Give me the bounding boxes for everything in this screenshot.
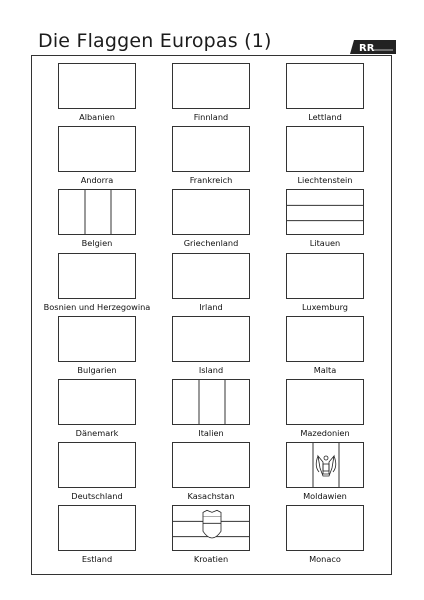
- flag-cell: [42, 63, 152, 123]
- flag-drawing: [173, 64, 250, 109]
- flag-drawing: [173, 127, 250, 172]
- country-label: Irland: [199, 301, 223, 312]
- flag-outline: [58, 442, 136, 488]
- country-label: Italien: [198, 428, 224, 438]
- flag-cell: [42, 253, 152, 313]
- flag-outline: [58, 126, 136, 172]
- country-label: Kroatien: [193, 554, 229, 565]
- flag-drawing: [59, 506, 136, 551]
- flag-outline: [286, 189, 364, 235]
- flag-cell: [156, 505, 266, 565]
- flag-outline: [286, 316, 364, 362]
- flag-drawing: [173, 190, 250, 235]
- flag-outline: [172, 316, 250, 362]
- flag-drawing: [287, 190, 364, 235]
- flag-outline: [58, 316, 136, 362]
- flag-drawing: [173, 506, 250, 551]
- flag-drawing: [287, 317, 364, 362]
- country-label: Kasachstan: [187, 491, 235, 502]
- flag-outline: [286, 253, 364, 299]
- country-label: Luxemburg: [301, 301, 349, 312]
- flag-outline: [58, 505, 136, 551]
- flag-outline: [286, 505, 364, 551]
- flag-outline: [172, 379, 250, 425]
- country-label: Liechtenstein: [297, 175, 353, 186]
- flag-outline: [172, 253, 250, 299]
- flag-drawing: [59, 317, 136, 362]
- country-label: Andorra: [80, 175, 114, 186]
- flag-cell: [42, 442, 152, 502]
- flag-cell: [156, 379, 266, 439]
- country-label: Albanien: [79, 112, 115, 122]
- flag-drawing: [59, 443, 136, 488]
- logo-text: RR: [359, 43, 375, 54]
- flag-drawing: [173, 443, 250, 488]
- flag-cell: [270, 316, 380, 376]
- country-label: Deutschland: [71, 491, 123, 502]
- page-title: Die Flaggen Europas (1): [38, 30, 272, 52]
- flag-cell: [156, 126, 266, 186]
- flag-drawing: [173, 380, 250, 425]
- flag-drawing: [59, 64, 136, 109]
- flag-cell: [270, 189, 380, 249]
- flag-cell: [42, 316, 152, 376]
- flag-cell: [156, 253, 266, 313]
- country-label: Dänemark: [75, 428, 119, 438]
- flag-outline: [172, 63, 250, 109]
- country-label: Litauen: [309, 238, 341, 249]
- flag-drawing: [287, 443, 364, 488]
- flag-outline: [286, 379, 364, 425]
- country-label: Finnland: [193, 112, 229, 122]
- flag-cell: [42, 189, 152, 249]
- flag-outline: [172, 189, 250, 235]
- country-label: Malta: [313, 364, 337, 375]
- flag-outline: [286, 442, 364, 488]
- coat-of-arms-icon: [316, 456, 336, 476]
- coat-of-arms-icon: [203, 511, 221, 539]
- publisher-logo-icon: [350, 40, 396, 54]
- country-label: Belgien: [81, 238, 113, 249]
- flag-drawing: [59, 190, 136, 235]
- flag-cell: [156, 189, 266, 249]
- country-label: Lettland: [308, 112, 342, 122]
- country-label: Bulgarien: [77, 364, 117, 375]
- flag-drawing: [173, 317, 250, 362]
- flag-outline: [58, 63, 136, 109]
- flag-drawing: [287, 380, 364, 425]
- flag-cell: [156, 316, 266, 376]
- flag-outline: [172, 442, 250, 488]
- flag-cell: [270, 63, 380, 123]
- flag-cell: [42, 379, 152, 439]
- country-label: Bosnien und Herzegowina: [43, 301, 151, 312]
- flag-outline: [58, 253, 136, 299]
- flag-drawing: [287, 127, 364, 172]
- flag-cell: [42, 126, 152, 186]
- country-label: Monaco: [309, 554, 341, 565]
- flag-cell: [156, 442, 266, 502]
- flag-drawing: [287, 254, 364, 299]
- flag-cell: [270, 442, 380, 502]
- flag-cell: [270, 253, 380, 313]
- country-label: Estland: [81, 554, 113, 565]
- flag-cell: [156, 63, 266, 123]
- country-label: Island: [198, 364, 224, 375]
- country-label: Griechenland: [183, 238, 239, 249]
- flag-cell: [270, 505, 380, 565]
- flag-outline: [58, 379, 136, 425]
- flag-cell: [270, 126, 380, 186]
- flag-outline: [172, 126, 250, 172]
- flag-cell: [42, 505, 152, 565]
- flag-drawing: [173, 254, 250, 299]
- country-label: Mazedonien: [300, 428, 350, 438]
- flag-drawing: [287, 64, 364, 109]
- flag-drawing: [59, 380, 136, 425]
- flag-drawing: [59, 254, 136, 299]
- country-label: Moldawien: [303, 491, 347, 502]
- flag-outline: [286, 126, 364, 172]
- flag-outline: [172, 505, 250, 551]
- flag-outline: [58, 189, 136, 235]
- country-label: Frankreich: [189, 175, 233, 186]
- flag-outline: [286, 63, 364, 109]
- flag-cell: [270, 379, 380, 439]
- flag-drawing: [287, 506, 364, 551]
- flag-drawing: [59, 127, 136, 172]
